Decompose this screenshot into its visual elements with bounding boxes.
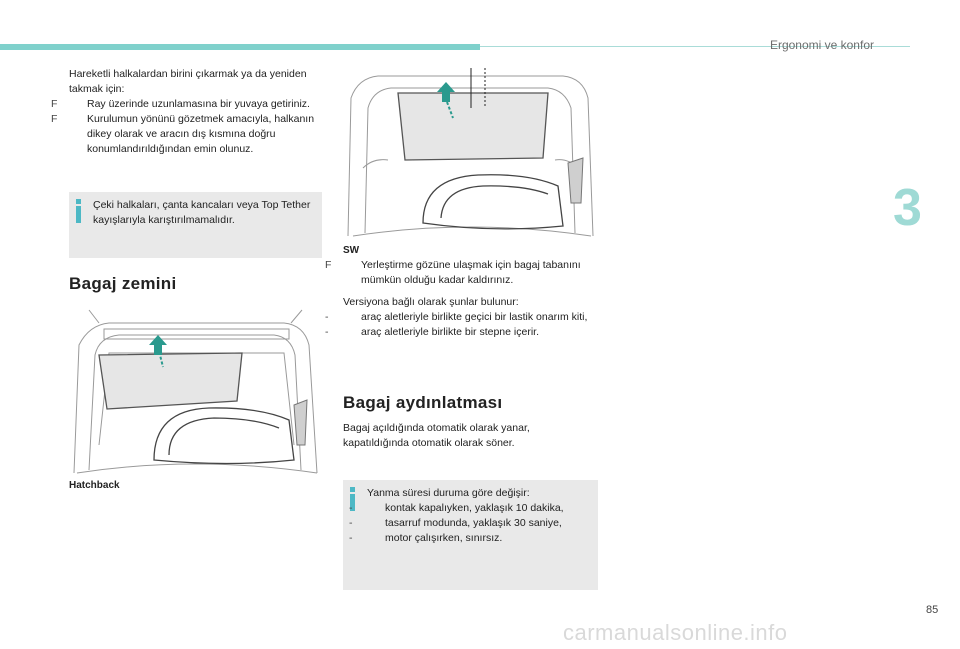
section-title-bagaj-zemini: Bagaj zemini: [69, 274, 177, 293]
sw-trunk-illustration: [343, 68, 598, 238]
header-accent-bar: [0, 44, 480, 50]
caption-hatchback: Hatchback: [69, 480, 120, 491]
list-item: - tasarruf modunda, yaklaşık 30 saniye,: [349, 517, 562, 529]
watermark: carmanualsonline.info: [563, 620, 788, 645]
version-intro: Versiyona bağlı olarak şunlar bulunur:: [343, 296, 519, 308]
note-text: Çeki halkaları, çanta kancaları veya Top Tether kayışlarıyla karıştırılmamalıdır.: [93, 199, 311, 226]
bullet-item: F Ray üzerinde uzunlamasına bir yuvaya getiriniz.: [51, 98, 310, 110]
arrow-bullet-icon: F: [51, 98, 58, 110]
page-number: 85: [926, 604, 939, 616]
bullet-item: F Yerleştirme gözüne ulaşmak için bagaj tabanını mümkün olduğu kadar kaldırınız.: [325, 259, 581, 286]
right-text-block: [325, 243, 608, 340]
section-title-bagaj-aydinlatmasi: Bagaj aydınlatması: [343, 393, 503, 412]
bullet-item: F Kurulumun yönünü gözetmek amacıyla, halkanın dikey olarak ve aracın dış kısmına doğru konumlandırıldığından emin olunuz.: [51, 113, 315, 155]
list-item: - kontak kapalıyken, yaklaşık 10 dakika,: [349, 502, 564, 514]
list-item: - araç aletleriyle birlikte bir stepne içerir.: [325, 326, 539, 338]
intro-text: Hareketli halkalardan birini çıkarmak ya da yeniden takmak için:: [69, 68, 307, 95]
info-note-lighting: [343, 480, 598, 590]
arrow-bullet-icon: F: [325, 259, 332, 271]
list-item: - motor çalışırken, sınırsız.: [349, 532, 503, 544]
note-text: Yanma süresi duruma göre değişir: - kontak kapalıyken, yaklaşık 10 dakika, - tasarruf modunda, yaklaşık 30 saniye, - motor çalışırken, sınırsız.: [367, 486, 593, 546]
lighting-text: Bagaj açıldığında otomatik olarak yanar, kapatıldığında otomatik olarak söner.: [343, 422, 530, 449]
info-icon: [76, 199, 81, 223]
sw-label: SW: [343, 245, 360, 256]
info-note: [69, 192, 322, 258]
chapter-title: Ergonomi ve konfor: [769, 38, 874, 52]
left-text-block: [51, 67, 329, 157]
list-item: - araç aletleriyle birlikte geçici bir lastik onarım kiti,: [325, 311, 588, 323]
chapter-number: 3: [893, 179, 922, 237]
hatchback-trunk-illustration: [69, 305, 322, 477]
arrow-bullet-icon: F: [51, 113, 58, 125]
